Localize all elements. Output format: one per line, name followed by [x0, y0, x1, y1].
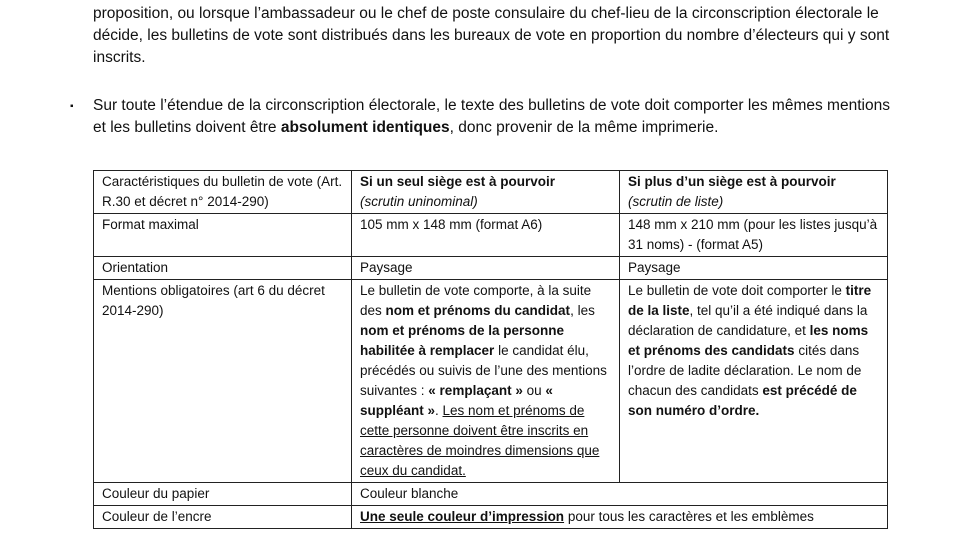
format-single: 105 mm x 148 mm (format A6)	[352, 214, 620, 257]
format-multi: 148 mm x 210 mm (pour les listes jusqu’à 31 noms) - (format A5)	[620, 214, 888, 257]
mentions-multi-part: est précédé de son numéro d’ordre.	[628, 383, 857, 418]
table-header-row	[94, 171, 888, 214]
bullet-text-bold: absolument identiques	[280, 119, 450, 136]
header-multi-title: Si plus d’un siège est à pourvoir	[628, 174, 836, 189]
table-row-ink	[94, 506, 888, 529]
mentions-single-part: , les	[570, 303, 595, 318]
header-single-title: Si un seul siège est à pourvoir	[360, 174, 556, 189]
mentions-multi-part: titre de la liste	[628, 283, 872, 318]
mentions-single-part: « remplaçant »	[428, 383, 523, 398]
mentions-multi-part: les noms et prénoms des candidats	[628, 323, 869, 358]
orientation-label: Orientation	[94, 257, 352, 280]
paper-value: Couleur blanche	[352, 483, 888, 506]
table-row-mentions	[94, 280, 888, 483]
mentions-label: Mentions obligatoires (art 6 du décret 2014-290)	[94, 280, 352, 483]
mentions-single-part: .	[435, 403, 443, 418]
intro-paragraph: proposition, ou lorsque l’ambassadeur ou le chef de poste consulaire du chef-lieu de la circonscription électorale le décide, les bulletins de vote sont distribués dans les bureaux de vote en proportion du nombre d’électeurs qui y sont inscrits.	[93, 5, 890, 66]
header-single-seat	[352, 171, 620, 214]
ink-value	[352, 506, 888, 529]
ink-value-bold: Une seule couleur d’impression	[360, 509, 565, 524]
ink-value-rest: pour tous les caractères et les emblèmes	[564, 509, 814, 524]
format-label: Format maximal	[94, 214, 352, 257]
ink-label: Couleur de l’encre	[94, 506, 352, 529]
mentions-single-part: « suppléant »	[360, 383, 553, 418]
header-multi-seat	[620, 171, 888, 214]
table-row-format	[94, 214, 888, 257]
mentions-single-part: le candidat élu, précédés ou suivis de l’une des mentions suivantes :	[360, 343, 607, 398]
header-characteristics: Caractéristiques du bulletin de vote (Art. R.30 et décret n° 2014-290)	[94, 171, 352, 214]
orientation-single: Paysage	[352, 257, 620, 280]
bullet-text-after: , donc provenir de la même imprimerie.	[449, 119, 719, 136]
table-row-orientation	[94, 257, 888, 280]
header-single-sub: (scrutin uninominal)	[360, 194, 478, 209]
mentions-single-part: Le bulletin de vote comporte, à la suite des	[360, 283, 592, 318]
bullet-text-before: Sur toute l’étendue de la circonscription électorale, le texte des bulletins de vote doit comporter les mêmes mentions et les bulletins doivent être	[93, 97, 890, 136]
paper-label: Couleur du papier	[94, 483, 352, 506]
table-row-paper	[94, 483, 888, 506]
mentions-single-part: ou	[522, 383, 546, 398]
mentions-multi-part: , tel qu’il a été indiqué dans la déclaration de candidature, et	[628, 303, 868, 338]
mentions-single-part: nom et prénoms du candidat	[385, 303, 571, 318]
mentions-single-part: nom et prénoms de la personne habilitée à remplacer	[360, 323, 565, 358]
mentions-multi-part: cités dans l’ordre de ladite déclaration. Le nom de chacun des candidats	[628, 343, 862, 398]
orientation-multi: Paysage	[620, 257, 888, 280]
mentions-single	[352, 280, 620, 483]
mentions-single-underlined: Les nom et prénoms de cette personne doivent être inscrits en caractères de moindres dimensions que ceux du candidat.	[360, 403, 600, 478]
header-multi-sub: (scrutin de liste)	[628, 194, 724, 209]
mentions-multi	[620, 280, 888, 483]
ballot-characteristics-table	[93, 170, 888, 529]
bullet-square-icon: ▪	[70, 101, 74, 112]
mentions-multi-part: Le bulletin de vote doit comporter le	[628, 283, 846, 298]
bullet-paragraph	[93, 95, 903, 139]
